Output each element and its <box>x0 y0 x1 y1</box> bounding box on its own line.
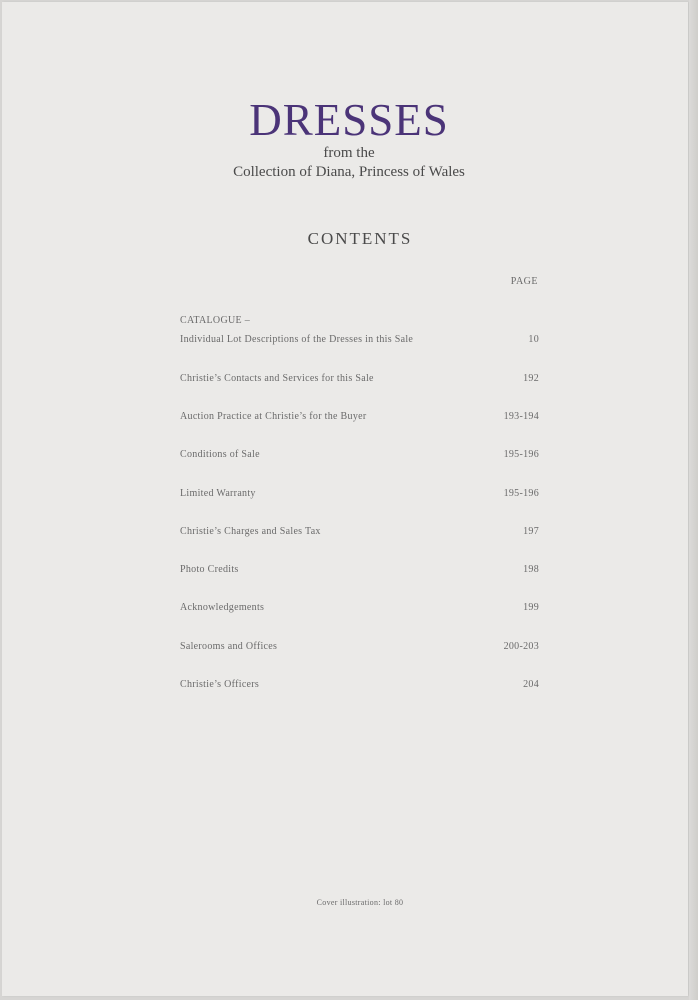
toc-entry <box>180 409 539 425</box>
toc-entry-page: 195-196 <box>503 449 539 460</box>
subtitle-collection: Collection of Diana, Princess of Wales <box>233 164 465 180</box>
toc-entry <box>180 600 539 616</box>
toc-entry-page: 204 <box>523 679 539 690</box>
catalogue-heading: CATALOGUE – <box>180 315 250 326</box>
toc-entry-label: Limited Warranty <box>180 488 256 499</box>
toc-entry-label: Conditions of Sale <box>180 449 260 460</box>
toc-entry <box>180 639 539 655</box>
toc-entry-page: 10 <box>528 334 539 345</box>
page-title: DRESSES <box>249 95 449 145</box>
toc-entry <box>180 332 539 348</box>
toc-entry <box>180 486 539 502</box>
toc-entry <box>180 524 539 540</box>
toc-entry-page: 200-203 <box>503 641 539 652</box>
subtitle-from-the: from the <box>323 145 375 161</box>
toc-entry-page: 193-194 <box>503 411 539 422</box>
contents-heading: CONTENTS <box>307 229 413 248</box>
toc-entry-page: 197 <box>523 526 539 537</box>
toc-entry-page: 192 <box>523 373 539 384</box>
toc-entry-label: Salerooms and Offices <box>180 641 278 652</box>
toc-entry-label: Christie’s Charges and Sales Tax <box>180 526 321 537</box>
toc-entry-label: Acknowledgements <box>180 602 265 613</box>
toc-entry <box>180 371 539 387</box>
toc-entry-page: 198 <box>523 564 539 575</box>
toc-entry <box>180 562 539 578</box>
toc-entry <box>180 677 539 693</box>
toc-entry-page: 199 <box>523 602 539 613</box>
toc-entry-label: Photo Credits <box>180 564 239 575</box>
cover-illustration-note: Cover illustration: lot 80 <box>316 898 404 907</box>
toc-entry-label: Christie’s Contacts and Services for this Sale <box>180 373 374 384</box>
page-column-heading: PAGE <box>510 276 538 287</box>
toc-entry-label: Auction Practice at Christie’s for the Buyer <box>180 411 367 422</box>
toc-entry-label: Christie’s Officers <box>180 679 260 690</box>
toc-entry-page: 195-196 <box>503 488 539 499</box>
toc-entry <box>180 447 539 463</box>
toc-entry-label: Individual Lot Descriptions of the Dresses in this Sale <box>180 334 414 345</box>
